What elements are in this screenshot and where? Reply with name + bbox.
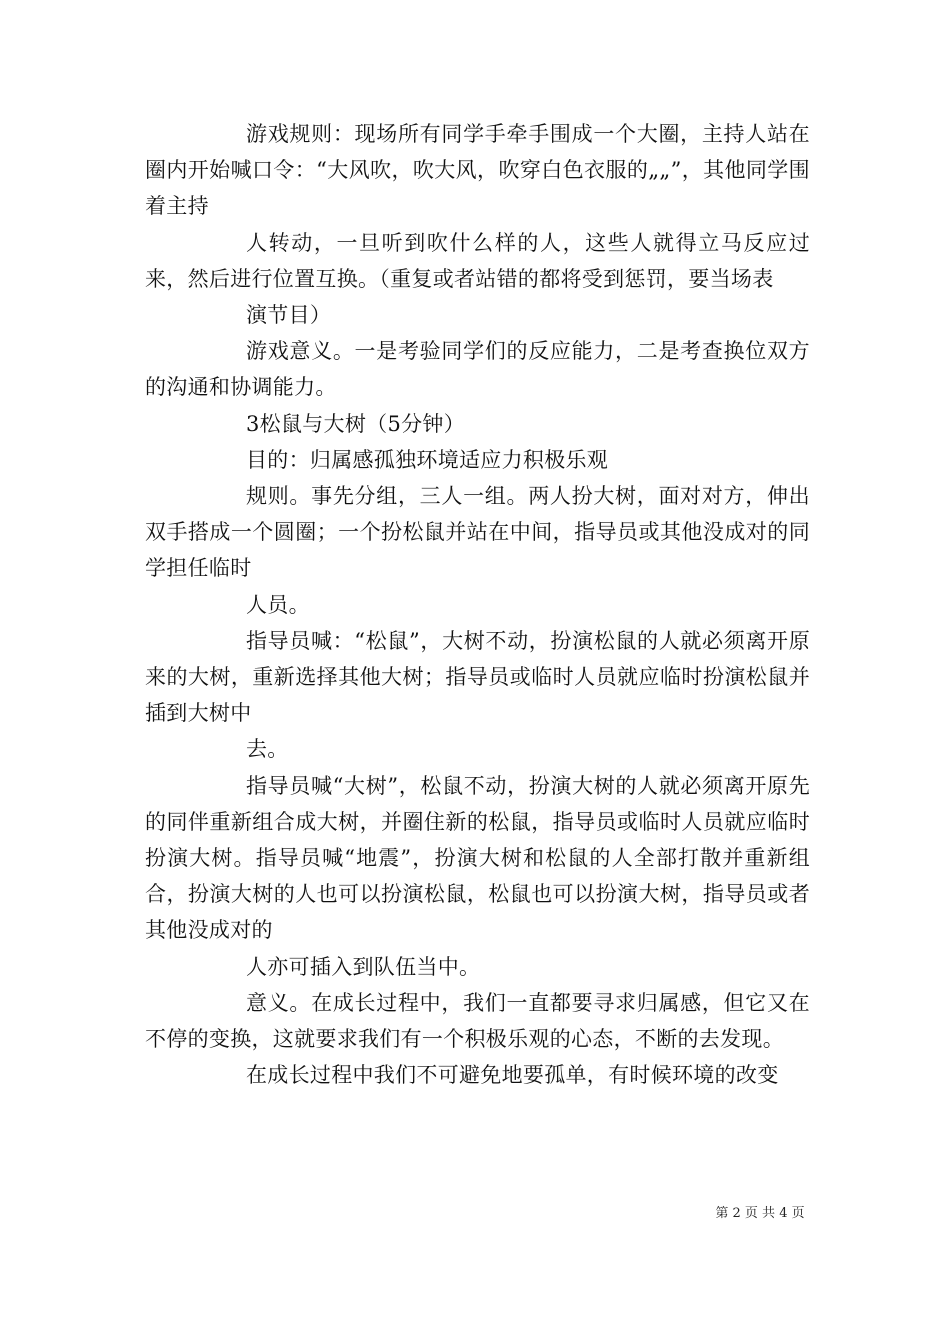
- paragraph-growth: 在成长过程中我们不可避免地要孤单，有时候环境的改变: [246, 1063, 779, 1088]
- section-heading-squirrel-tree: 3松鼠与大树（5分钟）: [246, 411, 466, 436]
- paragraph-rules-continued: 人转动，一旦听到吹什么样的人，这些人就得立马反应过来，然后进行位置互换。（重复或者站错的都将受到惩罚，要当场表: [145, 230, 810, 291]
- paragraph-game-rules: 游戏规则：现场所有同学手牵手围成一个大圈，主持人站在圈内开始喊口令：“大风吹，吹大风，吹穿白色衣服的„„”，其他同学围着主持: [145, 122, 810, 219]
- paragraph-squirrel-rules: 规则。事先分组，三人一组。两人扮大树，面对对方，伸出双手搭成一个圆圈；一个扮松鼠并站在中间，指导员或其他没成对的同学担任临时: [145, 484, 810, 581]
- paragraph-purpose: 目的：归属感孤独环境适应力积极乐观: [246, 447, 609, 472]
- paragraph-call-tree: 指导员喊“大树”，松鼠不动，扮演大树的人就必须离开原先的同伴重新组合成大树，并圈住新的松鼠，指导员或临时人员就应临时扮演大树。指导员喊“地震”，扮演大树和松鼠的人全部打散并重新组合，扮演大树的人也可以扮演松鼠，松鼠也可以扮演大树，指导员或者其他没成对的: [145, 773, 810, 943]
- paragraph-squirrel-rules-end: 人员。: [246, 592, 310, 617]
- paragraph-call-tree-end: 人亦可插入到队伍当中。: [246, 954, 481, 979]
- paragraph-meaning: 意义。在成长过程中，我们一直都要寻求归属感，但它又在不停的变换，这就要求我们有一个积极乐观的心态，不断的去发现。: [145, 990, 810, 1052]
- paragraph-call-squirrel: 指导员喊：“松鼠”，大树不动，扮演松鼠的人就必须离开原来的大树，重新选择其他大树；指导员或临时人员就应临时扮演松鼠并插到大树中: [145, 628, 810, 726]
- paragraph-rules-end: 演节目）: [246, 303, 332, 328]
- document-body: [145, 116, 810, 1093]
- page-number-footer: 第 2 页 共 4 页: [715, 1206, 805, 1221]
- paragraph-game-meaning: 游戏意义。一是考验同学们的反应能力，二是考查换位双方的沟通和协调能力。: [145, 339, 810, 400]
- paragraph-call-squirrel-end: 去。: [246, 737, 289, 762]
